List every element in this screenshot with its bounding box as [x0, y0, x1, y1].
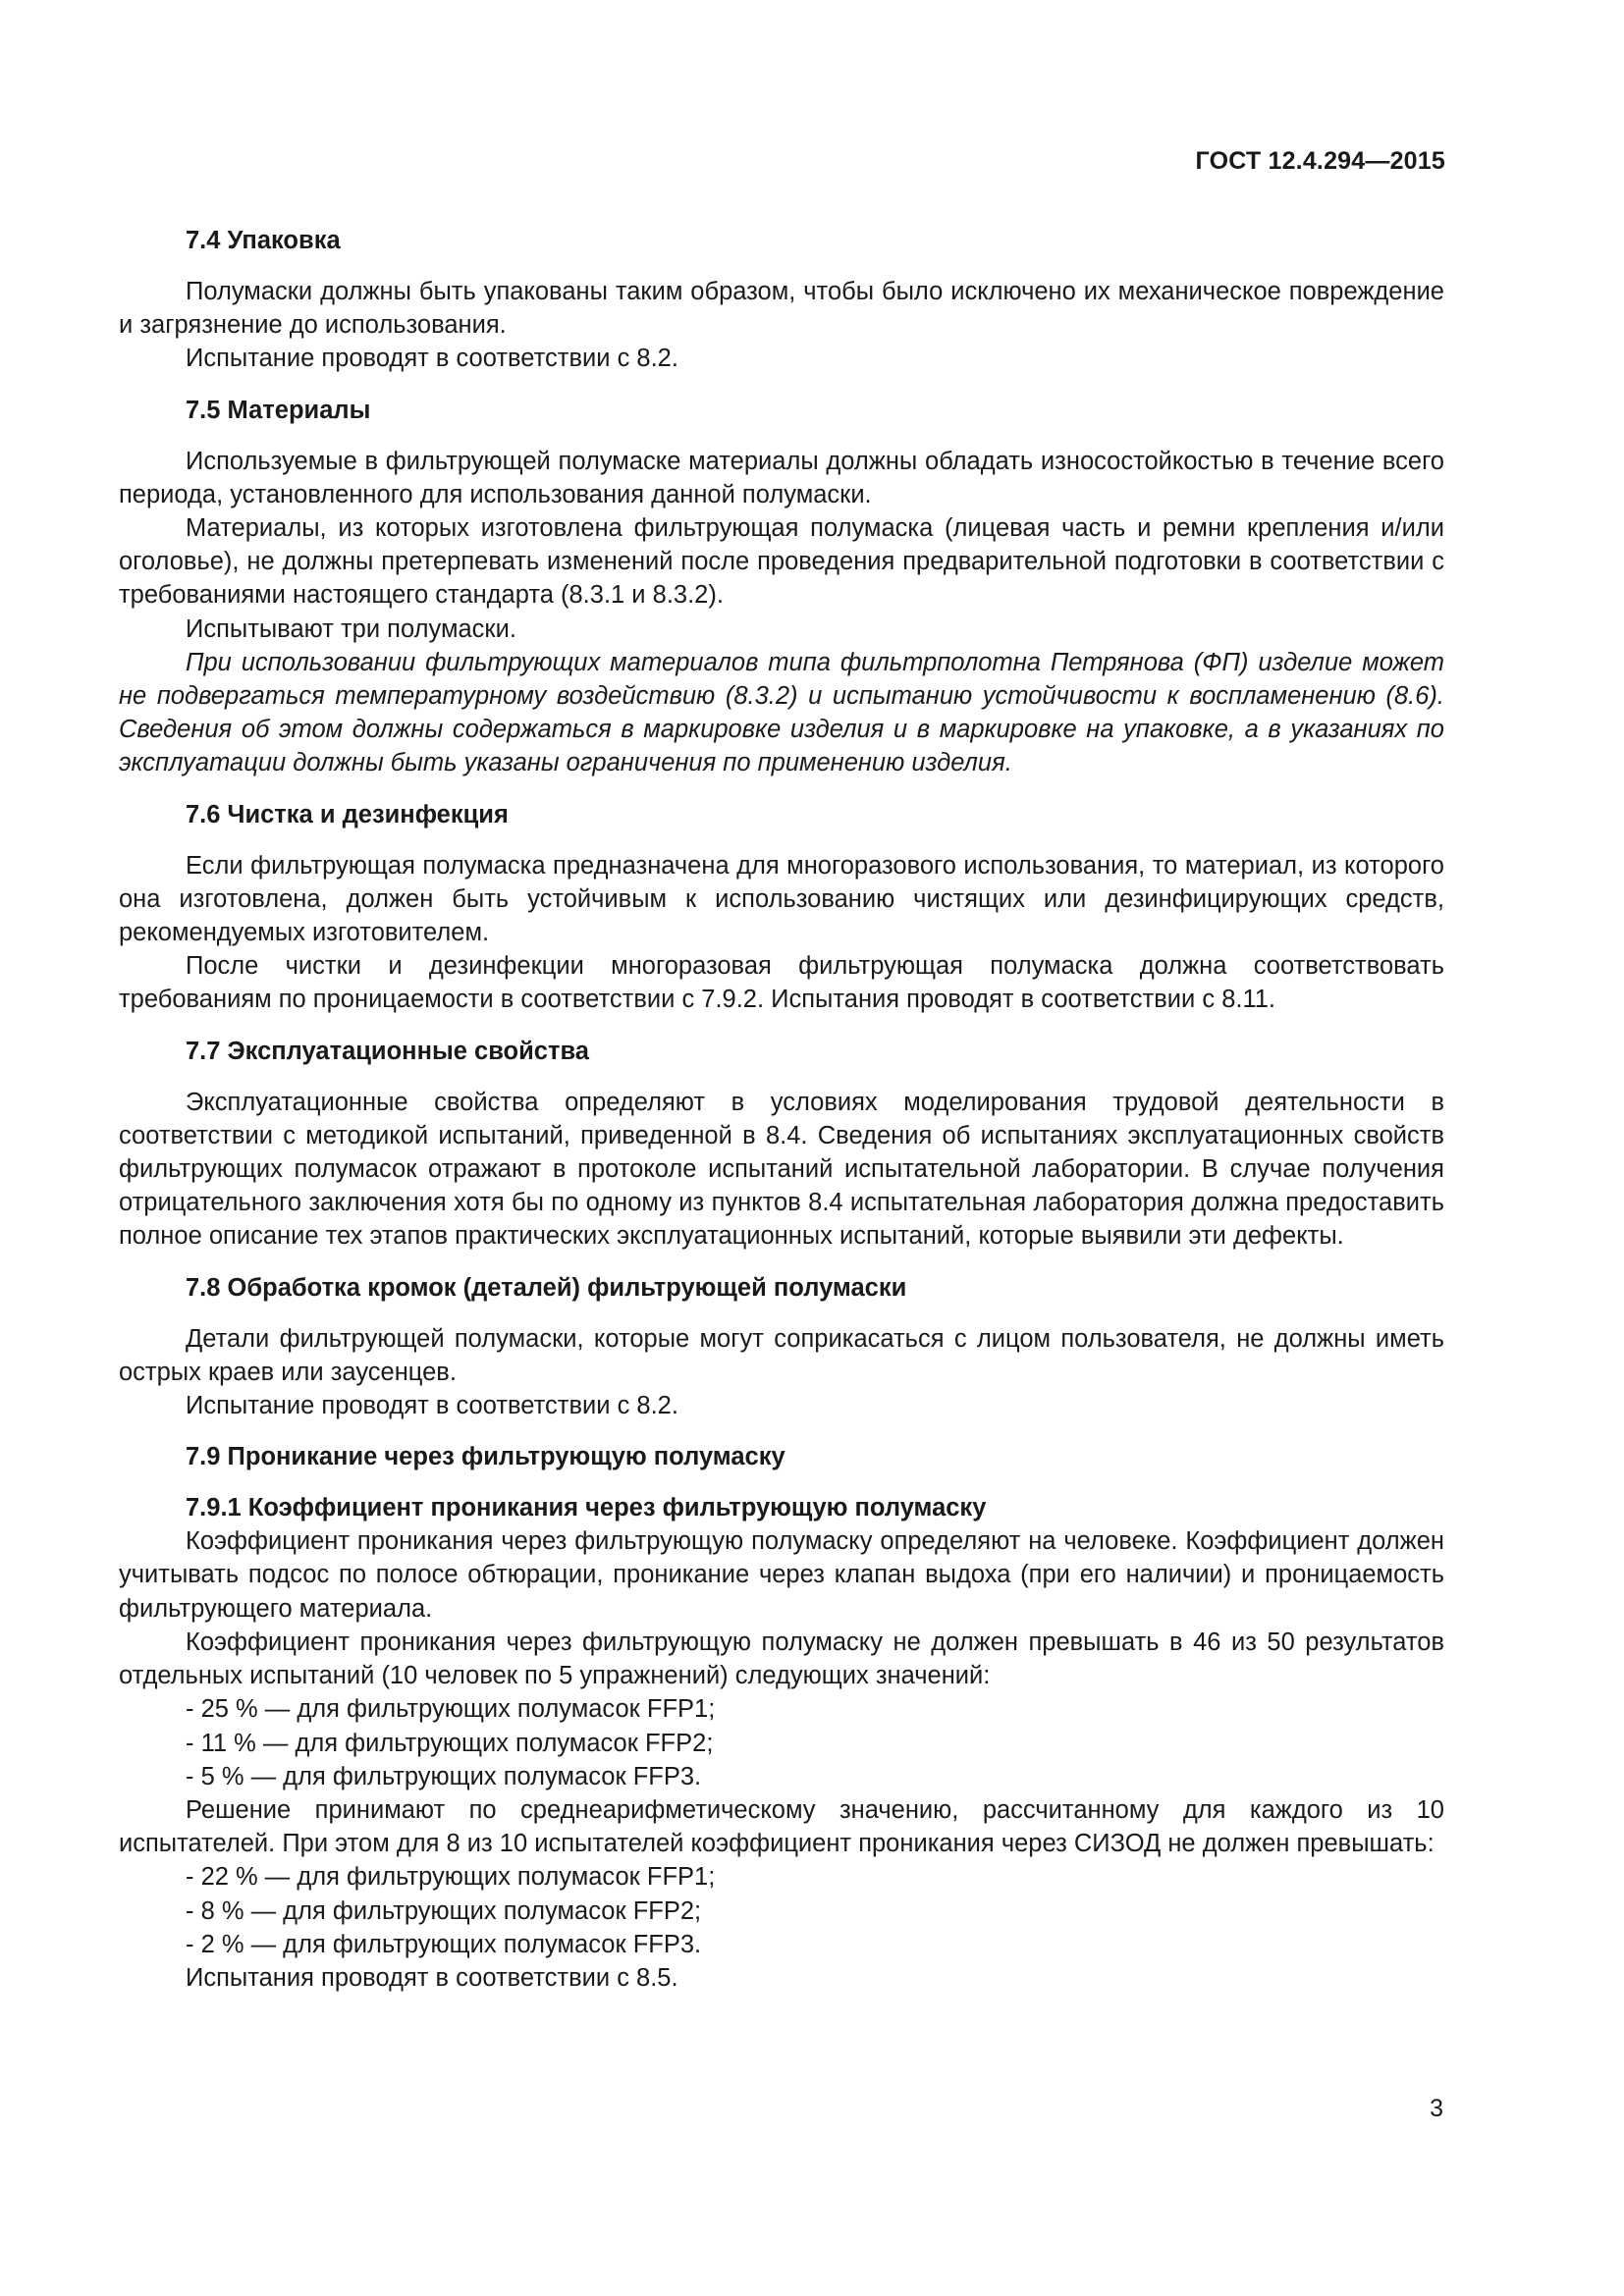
- page-number: 3: [1430, 2095, 1443, 2122]
- list-item-ffp1-22: - 22 % — для фильтрующих полумасок FFP1;: [186, 1863, 716, 1892]
- section-7-4-paragraph-1: Полумаски должны быть упакованы таким образом, чтобы было исключено их механическое повреждение и загрязнение до использования.: [119, 278, 1444, 340]
- list-item-ffp1-25: - 25 % — для фильтрующих полумасок FFP1;: [186, 1695, 716, 1724]
- section-7-9-1-paragraph-1: Коэффициент проникания через фильтрующую полумаску определяют на человеке. Коэффициент должен учитывать подсос по полосе обтюрации, проникание через клапан выдоха (при его наличии) и проницаемость фильтрующего материала.: [119, 1527, 1444, 1623]
- section-7-6-title: 7.6 Чистка и дезинфекция: [186, 800, 509, 828]
- section-7-9-1-paragraph-4: Испытания проводят в соответствии с 8.5.: [186, 1963, 678, 1992]
- section-7-9-1-paragraph-3: Решение принимают по среднеарифметическому значению, рассчитанному для каждого из 10 испытателей. При этом для 8 из 10 испытателей коэффициент проникания через СИЗОД не должен превышать:: [119, 1795, 1444, 1858]
- section-7-7-paragraph-1: Эксплуатационные свойства определяют в условиях моделирования трудовой деятельности в соответствии с методикой испытаний, приведенной в 8.4. Сведения об испытаниях эксплуатационных свойств фильтрующих полумасок отражают в протоколе испытаний испытательной лаборатории. В случае получения отрицательного заключения хотя бы по одному из пунктов 8.4 испытательная лаборатория должна предоставить полное описание тех этапов практических эксплуатационных испытаний, которые выявили эти дефекты.: [119, 1088, 1444, 1251]
- section-7-8-paragraph-1: Детали фильтрующей полумаски, которые могут соприкасаться с лицом пользователя, не должны иметь острых краев или заусенцев.: [119, 1324, 1444, 1386]
- section-7-5-paragraph-3: Испытывают три полумаски.: [186, 614, 516, 643]
- section-7-7-title: 7.7 Эксплуатационные свойства: [186, 1037, 589, 1065]
- section-7-5-title: 7.5 Материалы: [186, 396, 371, 424]
- section-7-8-title: 7.8 Обработка кромок (деталей) фильтрующей полумаски: [186, 1273, 907, 1302]
- section-7-9-title: 7.9 Проникание через фильтрующую полумаску: [186, 1443, 785, 1471]
- section-7-5-paragraph-1: Используемые в фильтрующей полумаске материалы должны обладать износостойкостью в течение всего периода, установленного для использования данной полумаски.: [119, 447, 1444, 508]
- document-body: [119, 224, 1444, 1995]
- section-7-8-paragraph-2: Испытание проводят в соответствии с 8.2.: [186, 1392, 678, 1420]
- list-item-ffp2-11: - 11 % — для фильтрующих полумасок FFP2;: [186, 1729, 714, 1757]
- section-7-6-paragraph-2: После чистки и дезинфекции многоразовая фильтрующая полумаска должна соответствовать требованиям по проницаемости в соответствии с 7.9.2. Испытания проводят в соответствии с 8.11.: [119, 952, 1444, 1014]
- section-7-5-paragraph-2: Материалы, из которых изготовлена фильтрующая полумаска (лицевая часть и ремни крепления и/или оголовье), не должны претерпевать изменений после проведения предварительной подготовки в соответствии с требованиями настоящего стандарта (8.3.1 и 8.3.2).: [119, 514, 1444, 610]
- section-7-9-1-title: 7.9.1 Коэффициент проникания через фильтрующую полумаску: [186, 1494, 987, 1522]
- list-item-ffp2-8: - 8 % — для фильтрующих полумасок FFP2;: [186, 1896, 702, 1925]
- document-code: ГОСТ 12.4.294—2015: [1195, 147, 1445, 175]
- list-item-ffp3-5: - 5 % — для фильтрующих полумасок FFP3.: [186, 1762, 702, 1790]
- section-7-4-paragraph-2: Испытание проводят в соответствии с 8.2.: [186, 345, 678, 373]
- section-7-4-title: 7.4 Упаковка: [186, 227, 341, 254]
- list-item-ffp3-2: - 2 % — для фильтрующих полумасок FFP3.: [186, 1930, 702, 1958]
- section-7-6-paragraph-1: Если фильтрующая полумаска предназначена для многоразового использования, то материал, из которого она изготовлена, должен быть устойчивым к использованию чистящих или дезинфицирующих средств, рекомендуемых изготовителем.: [119, 851, 1444, 947]
- section-7-5-note: При использовании фильтрующих материалов типа фильтрполотна Петрянова (ФП) изделие может не подвергаться температурному воздействию (8.3.2) и испытанию устойчивости к воспламенению (8.6). Сведения об этом должны содержаться в маркировке изделия и в маркировке на упаковке, а в указаниях по эксплуатации должны быть указаны ограничения по применению изделия.: [119, 648, 1444, 777]
- section-7-9-1-paragraph-2: Коэффициент проникания через фильтрующую полумаску не должен превышать в 46 из 50 результатов отдельных испытаний (10 человек по 5 упражнений) следующих значений:: [119, 1628, 1444, 1690]
